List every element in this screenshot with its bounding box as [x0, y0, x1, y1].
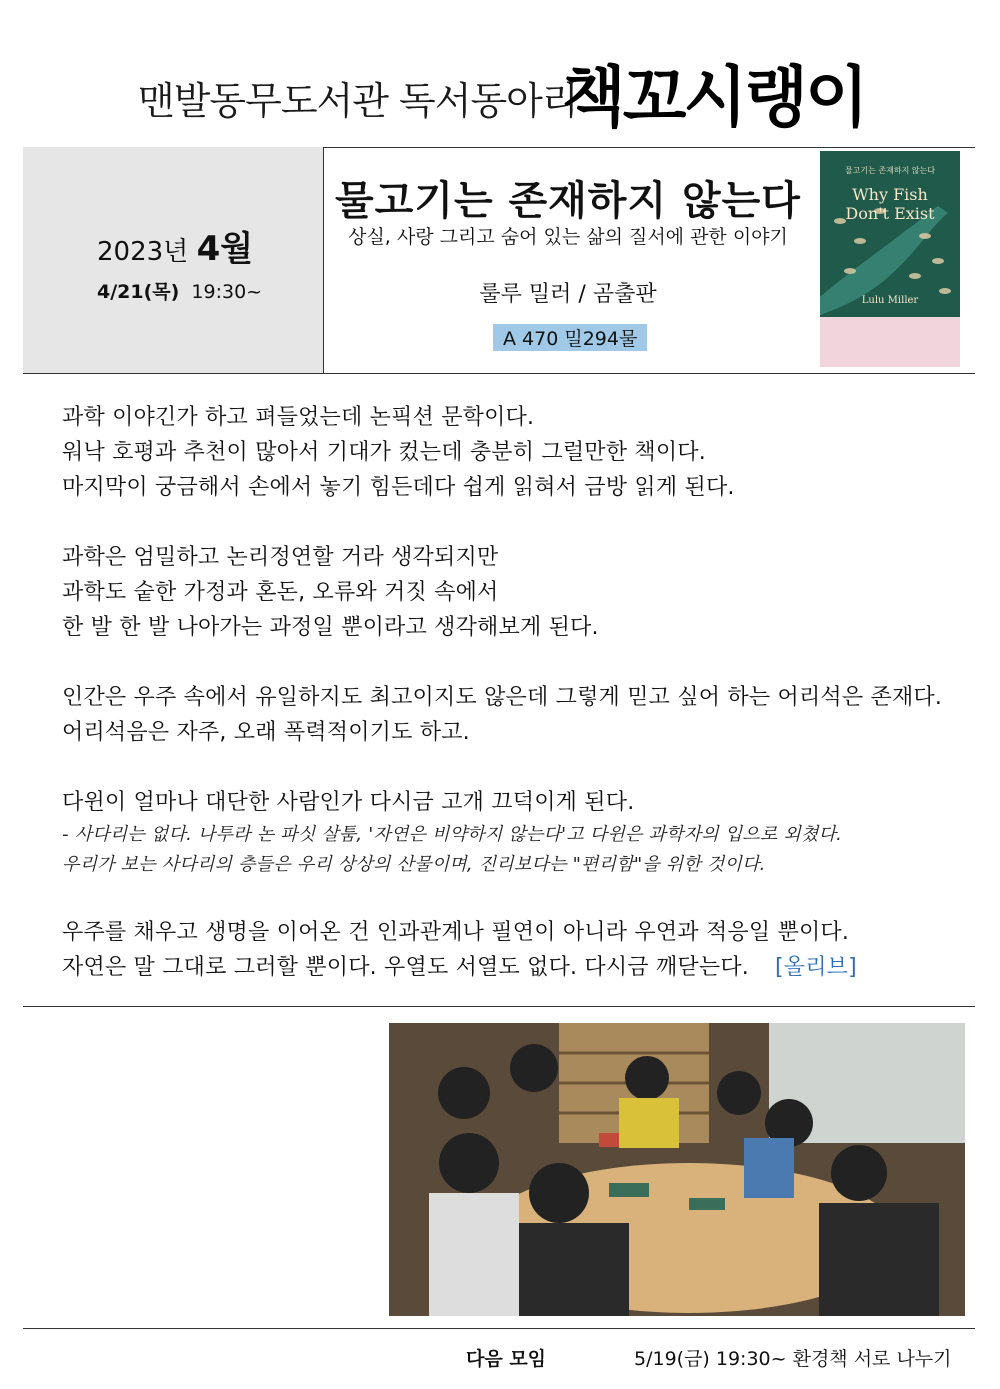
next-meeting-label: 다음 모임 [466, 1348, 547, 1370]
review-line: 우주를 채우고 생명을 이어온 건 인과관계나 필연이 아니라 우연과 적응일 뿐이다. [62, 920, 850, 945]
meeting-year: 2023년 [97, 237, 189, 267]
meeting-month: 4월 [196, 229, 254, 269]
book-title: 물고기는 존재하지 않는다 [335, 178, 801, 224]
book-subtitle: 상실, 사랑 그리고 숨어 있는 삶의 질서에 관한 이야기 [348, 226, 788, 248]
review-line [62, 950, 972, 985]
meeting-day: 4/21(목) [97, 281, 180, 303]
review-signature: [올리브] [774, 955, 857, 980]
review-line: 어리석음은 자주, 오래 폭력적이기도 하고. [62, 720, 470, 745]
club-logo: 책꼬시랭이 [562, 59, 866, 136]
review-line: 한 발 한 발 나아가는 과정일 뿐이라고 생각해보게 된다. [62, 615, 599, 640]
review-line: 과학도 숱한 가정과 혼돈, 오류와 거짓 속에서 [62, 580, 499, 605]
book-info-box [23, 147, 975, 373]
review-body [62, 400, 972, 985]
next-meeting-info: 5/19(금) 19:30~ 환경책 서로 나누기 [634, 1348, 952, 1370]
meeting-date [97, 277, 262, 304]
photo-divider [23, 1006, 975, 1007]
review-line: 과학 이야긴가 하고 펴들었는데 논픽션 문학이다. [62, 405, 535, 430]
review-quote: - 사다리는 없다. 나투라 논 파싯 살툼, '자연은 비약하지 않는다'고 다윈은 과학자의 입으로 외쳤다. [62, 824, 843, 845]
cover-korean-title: 물고기는 존재하지 않는다 [844, 166, 936, 175]
meeting-date-panel [23, 147, 324, 373]
review-line: 인간은 우주 속에서 유일하지도 최고이지도 않은데 그렇게 믿고 싶어 하는 어리석은 존재다. [62, 685, 943, 710]
cover-footer-band [820, 317, 960, 367]
review-quote: 우리가 보는 사다리의 층들은 우리 상상의 산물이며, 진리보다는 "편리함"을 위한 것이다. [62, 854, 766, 875]
meeting-year-month [97, 221, 253, 270]
meeting-time: 19:30~ [191, 281, 263, 303]
cover-en-line1: Why Fish [852, 185, 928, 204]
club-subtitle: 맨발동무도서관 독서동아리 [138, 79, 578, 123]
cover-author: Lulu Miller [861, 295, 919, 306]
review-line-text: 자연은 말 그대로 그러할 뿐이다. 우열도 서열도 없다. 다시금 깨닫는다. [62, 955, 749, 980]
review-line: 과학은 엄밀하고 논리정연할 거라 생각되지만 [62, 545, 499, 570]
cover-english-title [820, 185, 960, 223]
cover-en-line2: Don't Exist [845, 204, 935, 223]
review-line: 워낙 호평과 추천이 많아서 기대가 컸는데 충분히 그럴만한 책이다. [62, 440, 706, 465]
bottom-divider [23, 1328, 975, 1329]
call-number-badge: A 470 밀294물 [493, 324, 647, 351]
book-author-publisher: 룰루 밀러 / 곰출판 [479, 282, 657, 307]
info-divider [23, 373, 975, 374]
review-line: 다윈이 얼마나 대단한 사람인가 다시금 고개 끄덕이게 된다. [62, 790, 635, 815]
meeting-photo [389, 1023, 965, 1316]
book-cover-image [820, 151, 960, 367]
meeting-photo-illustration [389, 1023, 965, 1316]
review-line: 마지막이 궁금해서 손에서 놓기 힘든데다 쉽게 읽혀서 금방 읽게 된다. [62, 475, 735, 500]
